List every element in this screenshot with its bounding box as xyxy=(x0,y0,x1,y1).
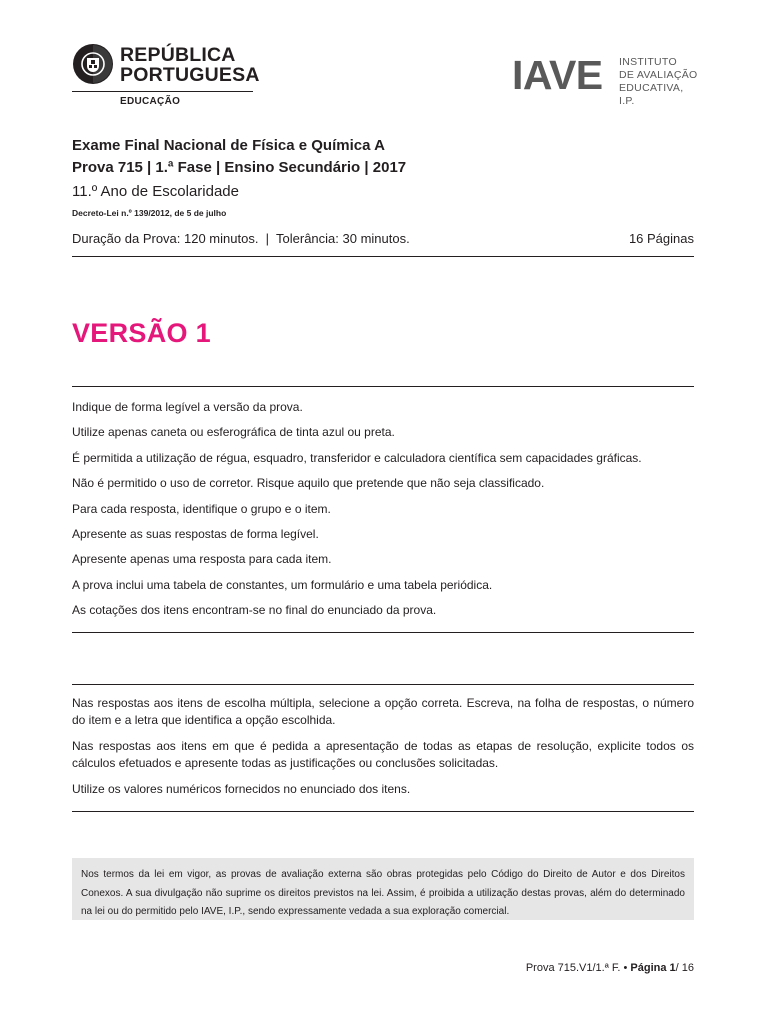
instruction-item: É permitida a utilização de régua, esquadro, transferidor e calculadora científica sem capacidades gráficas. xyxy=(72,450,642,465)
title-divider xyxy=(72,256,694,257)
instructions-list xyxy=(72,400,694,629)
answer-rule-item: Nas respostas aos itens de escolha múltipla, selecione a opção correta. Escreva, na folha de respostas, o número do item e a letra que identifica a opção escolhida. xyxy=(72,696,694,727)
page-footer xyxy=(526,962,694,974)
portuguesa-line: PORTUGUESA xyxy=(120,64,260,86)
footer-suffix: / 16 xyxy=(675,962,694,974)
exam-subtitle: Prova 715 | 1.ª Fase | Ensino Secundário | 2017 xyxy=(72,159,407,176)
instruction-item: Utilize apenas caneta ou esferográfica de tinta azul ou preta. xyxy=(72,425,395,440)
iave-line-1: INSTITUTO xyxy=(619,56,677,68)
page-count: 16 Páginas xyxy=(628,231,694,246)
legal-notice: Nos termos da lei em vigor, as provas de avaliação externa são obras protegidas pelo Código do Direito de Autor e dos Direitos Conexos. A sua divulgação não suprime os direitos previstos na lei. Assim, é proibida a utilização destas provas, além do determinado na lei ou do permitido pelo IAVE, I.P., sendo expressamente vedada a sua exploração comercial. xyxy=(72,858,694,920)
school-year: 11.º Ano de Escolaridade xyxy=(72,183,239,200)
logo-divider xyxy=(72,91,253,92)
instruction-item: Apresente apenas uma resposta para cada item. xyxy=(72,552,332,567)
answer-rule-item: Nas respostas aos itens em que é pedida a apresentação de todas as etapas de resolução, explicite todos os cálculos efetuados e apresente todas as justificações ou conclusões solicitadas. xyxy=(72,739,694,770)
answer-rules-top-rule xyxy=(72,684,694,685)
instruction-item: A prova inclui uma tabela de constantes, um formulário e uma tabela periódica. xyxy=(72,577,493,592)
educacao-label: EDUCAÇÃO xyxy=(120,96,181,107)
answer-rules-bottom-rule xyxy=(72,811,694,812)
iave-full-name xyxy=(619,56,702,108)
iave-line-2: DE AVALIAÇÃO xyxy=(619,69,698,81)
instruction-item: As cotações dos itens encontram-se no final do enunciado da prova. xyxy=(72,603,437,618)
republica-line: REPÚBLICA xyxy=(120,44,236,66)
republica-portuguesa-logo xyxy=(72,40,262,110)
footer-page-label: Página 1 xyxy=(630,962,676,974)
answer-rule-item: Utilize os valores numéricos fornecidos no enunciado dos itens. xyxy=(72,782,411,796)
instruction-item: Para cada resposta, identifique o grupo e o item. xyxy=(72,501,331,516)
iave-logo xyxy=(512,52,702,107)
instructions-top-rule xyxy=(72,386,694,387)
instruction-item: Não é permitido o uso de corretor. Risque aquilo que pretende que não seja classificado. xyxy=(72,476,545,491)
exam-duration: Duração da Prova: 120 minutos. | Tolerância: 30 minutos. xyxy=(72,231,410,246)
coat-of-arms-icon xyxy=(72,43,114,85)
instruction-item: Apresente as suas respostas de forma legível. xyxy=(72,526,319,541)
answer-rules-list xyxy=(72,695,694,807)
iave-line-3: EDUCATIVA, I.P. xyxy=(619,82,684,107)
iave-mark: IAVE xyxy=(512,52,603,98)
instruction-item: Indique de forma legível a versão da prova. xyxy=(72,400,303,414)
instructions-bottom-rule xyxy=(72,632,694,633)
exam-title: Exame Final Nacional de Física e Química A xyxy=(72,137,385,154)
version-label: VERSÃO 1 xyxy=(72,318,211,348)
footer-prefix: Prova 715.V1/1.ª F. • xyxy=(525,962,631,974)
decree-reference: Decreto-Lei n.º 139/2012, de 5 de julho xyxy=(72,208,227,218)
